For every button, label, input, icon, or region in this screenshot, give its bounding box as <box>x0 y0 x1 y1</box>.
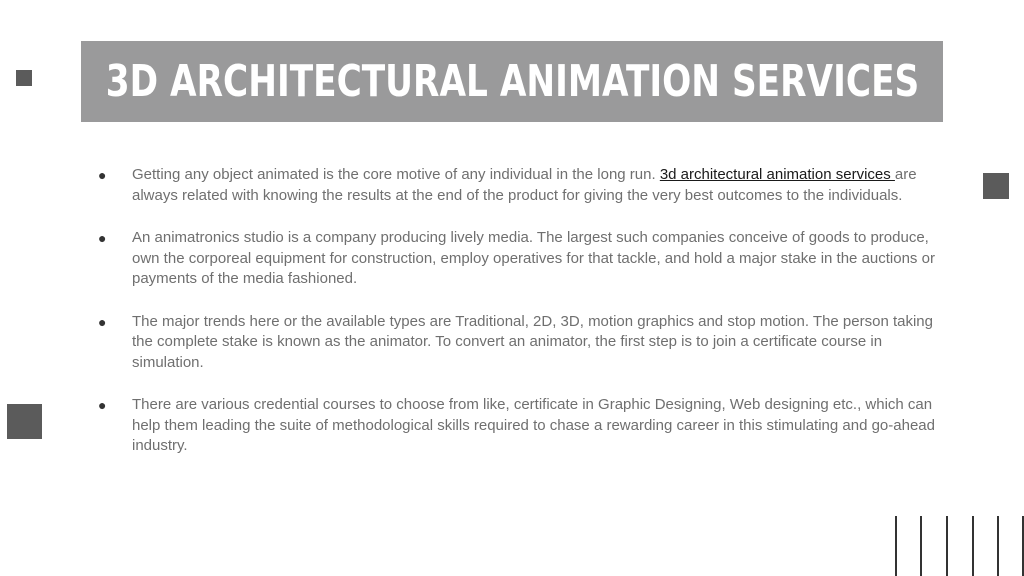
bullet-icon: ● <box>98 397 107 413</box>
decor-square-right <box>983 173 1009 199</box>
decor-line <box>946 516 948 576</box>
decor-square-bottom-left <box>7 404 42 439</box>
bullet-text: There are various credential courses to choose from like, certificate in Graphic Designing, Web designing etc., which can help them leading the suite of methodological skills required to chase a rewarding career in this stimulating and go-ahead industry. <box>132 396 935 454</box>
list-item <box>98 228 948 290</box>
bullet-text: An animatronics studio is a company producing lively media. The largest such companies conceive of goods to produce, own the corporeal equipment for construction, employ operatives for that tackle, and hold a major stake in the auctions or payments of the media fashioned. <box>132 229 935 287</box>
bullet-text: The major trends here or the available types are Traditional, 2D, 3D, motion graphics and stop motion. The person taking the complete stake is known as the animator. To convert an animator, the first step is to join a certificate course in simulation. <box>132 312 933 371</box>
bullet-list <box>98 165 948 479</box>
bullet-icon: ● <box>98 167 107 183</box>
decor-line <box>920 516 922 576</box>
decor-line <box>972 516 974 576</box>
service-link[interactable]: 3d architectural animation services <box>659 166 895 183</box>
list-item <box>98 395 948 457</box>
page-title: 3D ARCHITECTURAL ANIMATION SERVICES <box>105 55 919 107</box>
decor-vertical-lines <box>895 516 1024 576</box>
bullet-icon: ● <box>98 230 107 246</box>
bullet-icon: ● <box>98 313 107 330</box>
bullet-text-post: are always related with knowing the results at the end of the product for giving the very best outcomes to the individuals. <box>132 166 917 204</box>
list-item <box>98 165 948 206</box>
decor-line <box>997 516 999 576</box>
decor-square-top-left <box>16 70 32 86</box>
decor-line <box>895 516 897 576</box>
list-item <box>98 312 948 374</box>
title-banner <box>81 41 943 122</box>
bullet-text-pre: Getting any object animated is the core motive of any individual in the long run. <box>132 166 660 183</box>
